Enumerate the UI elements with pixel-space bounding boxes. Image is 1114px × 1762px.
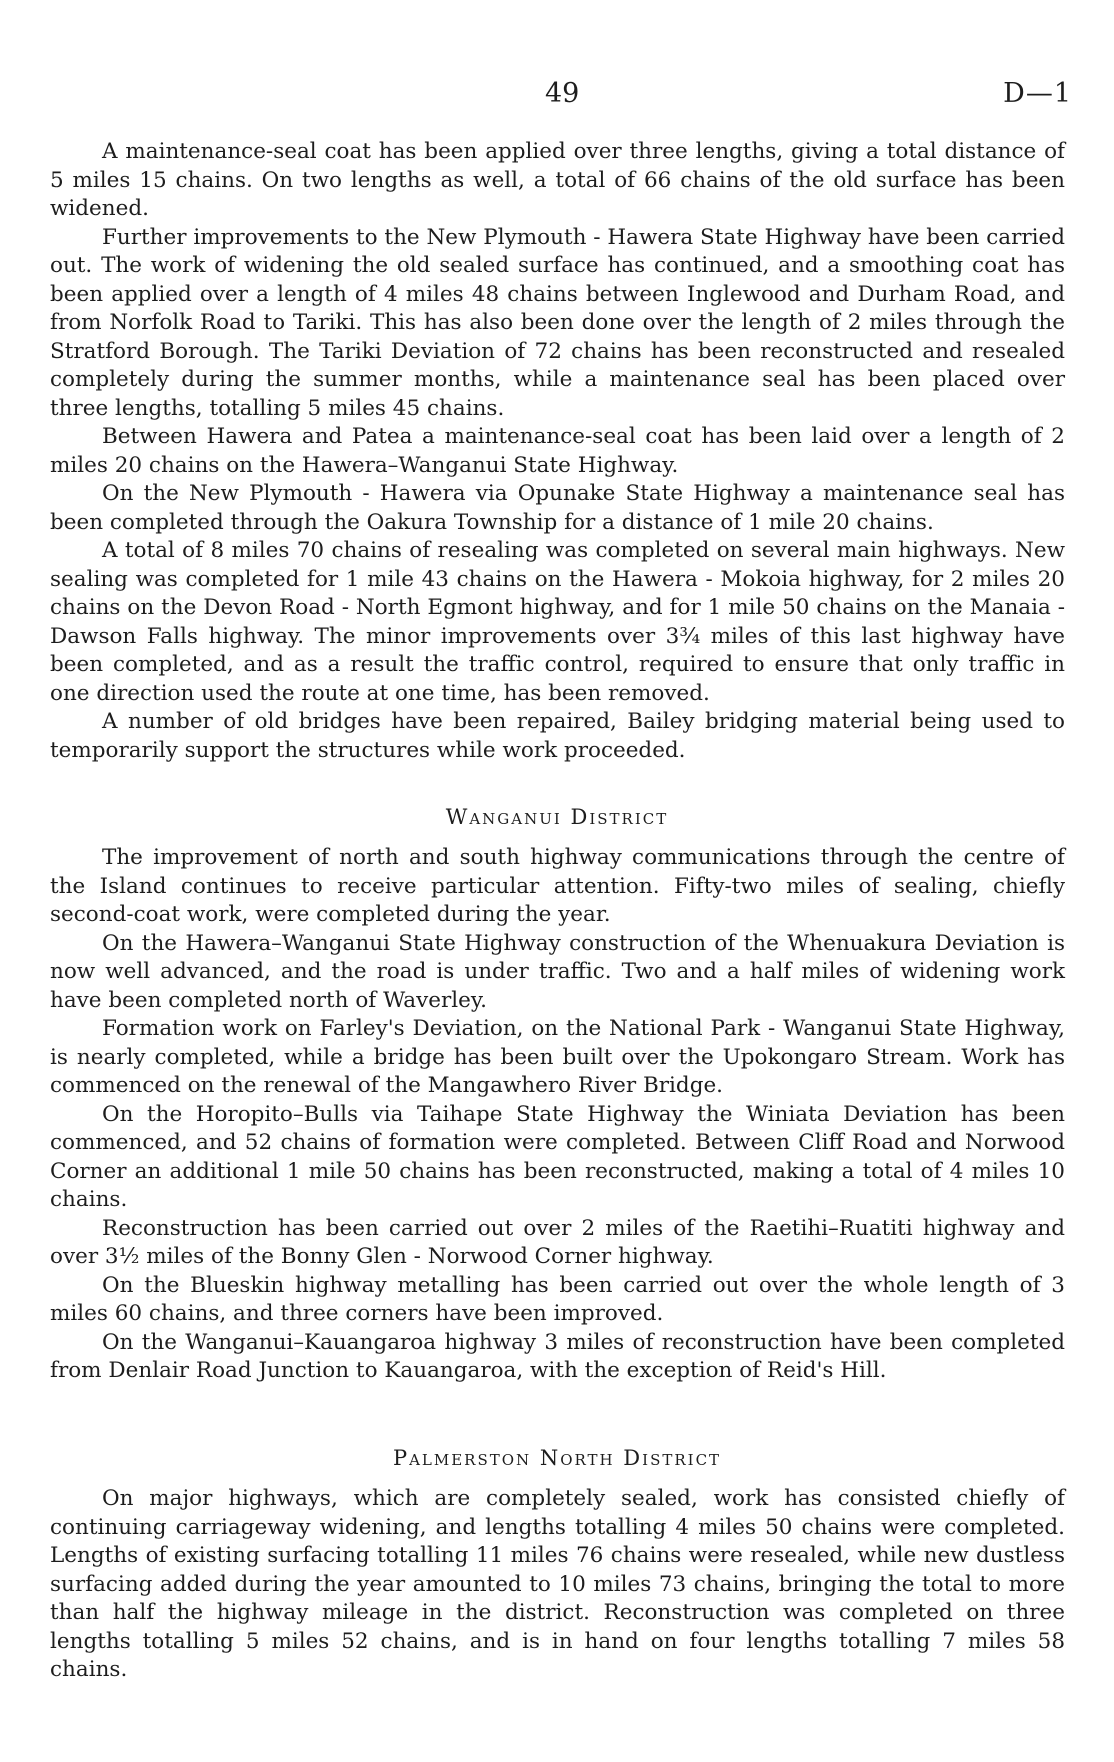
paragraph: On major highways, which are completely sealed, work has consisted chiefly of continuing carriageway widening, and lengths totalling 4 miles 50 chains were completed. Lengths of existing surfacing totalling 11 miles 76 chains were resealed, while new dustless surfacing added during the year amounted to 10 miles 73 chains, bringing the total to more than half the highway mileage in the district. Reconstruction was completed on three lengths totalling 5 miles 52 chains, and is in hand on four lengths totalling 7 miles 58 chains. (50, 1486, 1065, 1682)
page-number: 49 (545, 78, 580, 109)
paragraph: Further improvements to the New Plymouth - Hawera State Highway have been carried out. The work of widening the old sealed surface has continued, and a smoothing coat has been applied over a length of 4 miles 48 chains between Inglewood and Durham Road, and from Norfolk Road to Tariki. This has also been done over the length of 2 miles through the Stratford Borough. The Tariki Deviation of 72 chains has been reconstructed and resealed completely during the summer months, while a maintenance seal has been placed over three lengths, totalling 5 miles 45 chains. (50, 224, 1065, 421)
section-taranaki-continued (50, 138, 1065, 765)
paragraph: A number of old bridges have been repaired, Bailey bridging material being used to temporarily support the structures while work proceeded. (50, 709, 1065, 763)
paragraph: Reconstruction has been carried out over 2 miles of the Raetihi–Ruatiti highway and over 3½ miles of the Bonny Glen - Norwood Corner highway. (50, 1215, 1065, 1269)
section-heading-wanganui: Wanganui District (445, 805, 669, 829)
page-header (0, 78, 1114, 112)
paragraph: Between Hawera and Patea a maintenance-seal coat has been laid over a length of 2 miles 20 chains on the Hawera–Wanganui State Highway. (50, 424, 1065, 478)
document-reference: D—1 (1003, 78, 1072, 109)
paragraph: The improvement of north and south highway communications through the centre of the Island continues to receive particular attention. Fifty-two miles of sealing, chiefly second-coat work, were completed during the year. (50, 845, 1065, 927)
paragraph: On the Wanganui–Kauangaroa highway 3 miles of reconstruction have been completed from Denlair Road Junction to Kauangaroa, with the exception of Reid's Hill. (50, 1329, 1065, 1383)
paragraph: Formation work on Farley's Deviation, on the National Park - Wanganui State Highway, is nearly completed, while a bridge has been built over the Upokongaro Stream. Work has commenced on the renewal of the Mangawhero River Bridge. (50, 1016, 1065, 1098)
paragraph: On the Horopito–Bulls via Taihape State Highway the Winiata Deviation has been commenced, and 52 chains of formation were completed. Between Cliff Road and Norwood Corner an additional 1 mile 50 chains has been reconstructed, making a total of 4 miles 10 chains. (50, 1101, 1065, 1212)
section-wanganui (50, 844, 1065, 1386)
paragraph: On the Hawera–Wanganui State Highway construction of the Whenuakura Deviation is now well advanced, and the road is under traffic. Two and a half miles of widening work have been completed north of Waverley. (50, 930, 1065, 1013)
section-heading-palmerston-north: Palmerston North District (392, 1446, 722, 1470)
paragraph: A maintenance-seal coat has been applied over three lengths, giving a total distance of 5 miles 15 chains. On two lengths as well, a total of 66 chains of the old surface has been widened. (50, 139, 1065, 221)
paragraph: On the Blueskin highway metalling has been carried out over the whole length of 3 miles 60 chains, and three corners have been improved. (50, 1272, 1065, 1326)
paragraph: A total of 8 miles 70 chains of resealing was completed on several main highways. New sealing was completed for 1 mile 43 chains on the Hawera - Mokoia highway, for 2 miles 20 chains on the Devon Road - North Egmont highway, and for 1 mile 50 chains on the Manaia - Dawson Falls highway. The minor improvements over 3¾ miles of this last highway have been completed, and as a result the traffic control, required to ensure that only traffic in one direction used the route at one time, has been removed. (50, 538, 1065, 706)
section-palmerston-north (50, 1485, 1065, 1685)
paragraph: On the New Plymouth - Hawera via Opunake State Highway a maintenance seal has been completed through the Oakura Township for a distance of 1 mile 20 chains. (50, 481, 1065, 535)
